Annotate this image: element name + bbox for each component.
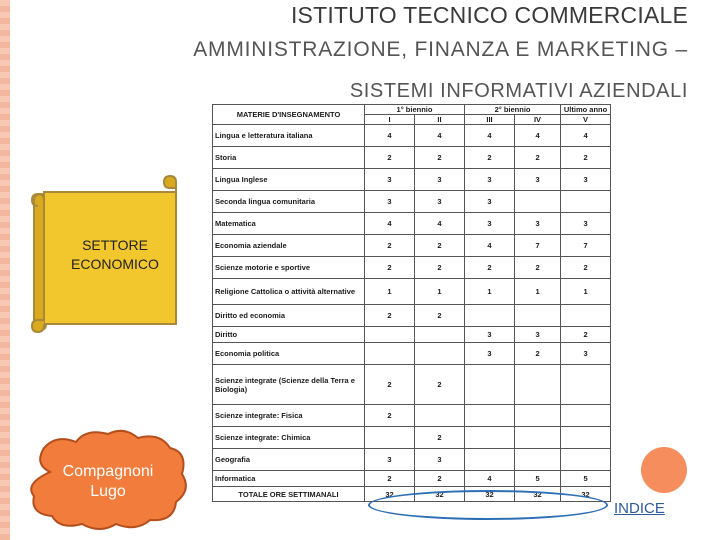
hours-cell xyxy=(365,427,415,449)
hours-cell: 2 xyxy=(465,257,515,279)
hours-cell: 2 xyxy=(365,365,415,405)
table-row xyxy=(213,213,611,235)
hours-cell: 2 xyxy=(365,257,415,279)
header-year: III xyxy=(465,115,515,125)
subject-cell: Informatica xyxy=(213,471,365,487)
hours-cell: 4 xyxy=(515,125,561,147)
hours-cell: 4 xyxy=(415,125,465,147)
hours-cell: 1 xyxy=(415,279,465,305)
hours-cell xyxy=(515,365,561,405)
hours-cell: 2 xyxy=(515,147,561,169)
header-year: IV xyxy=(515,115,561,125)
hours-cell xyxy=(465,427,515,449)
hours-cell: 3 xyxy=(465,327,515,343)
indice-link[interactable]: INDICE xyxy=(614,500,665,517)
decorative-circle xyxy=(641,447,687,493)
hours-cell: 2 xyxy=(415,427,465,449)
hours-cell: 4 xyxy=(365,125,415,147)
table-row xyxy=(213,449,611,471)
hours-cell: 7 xyxy=(561,235,611,257)
subject-cell: Lingua Inglese xyxy=(213,169,365,191)
hours-cell: 4 xyxy=(415,213,465,235)
hours-cell: 3 xyxy=(415,169,465,191)
total-cell: 32 xyxy=(415,487,465,502)
hours-cell: 7 xyxy=(515,235,561,257)
hours-cell xyxy=(561,405,611,427)
table-row xyxy=(213,365,611,405)
cloud-label-line-1: Compagnoni xyxy=(62,463,154,480)
header-year: II xyxy=(415,115,465,125)
hours-cell xyxy=(415,327,465,343)
title-line-2: AMMINISTRAZIONE, FINANZA E MARKETING – xyxy=(193,38,688,61)
hours-cell: 1 xyxy=(365,279,415,305)
hours-cell: 2 xyxy=(561,147,611,169)
hours-cell: 2 xyxy=(415,305,465,327)
table-row xyxy=(213,327,611,343)
subject-cell: Scienze motorie e sportive xyxy=(213,257,365,279)
title-line-1: ISTITUTO TECNICO COMMERCIALE xyxy=(290,2,688,28)
table-row xyxy=(213,343,611,365)
scroll-label-line-1: SETTORE xyxy=(82,237,148,253)
hours-cell: 2 xyxy=(365,405,415,427)
table-row xyxy=(213,125,611,147)
hours-cell: 3 xyxy=(465,343,515,365)
title-line-3: SISTEMI INFORMATIVI AZIENDALI xyxy=(349,80,688,102)
cloud-label-line-2: Lugo xyxy=(90,483,126,500)
hours-cell: 1 xyxy=(465,279,515,305)
subject-cell: Scienze integrate: Fisica xyxy=(213,405,365,427)
subject-cell: Matematica xyxy=(213,213,365,235)
header-group-3: Ultimo anno xyxy=(561,105,611,115)
hours-cell: 4 xyxy=(465,235,515,257)
hours-cell: 2 xyxy=(415,235,465,257)
total-cell: 32 xyxy=(515,487,561,502)
hours-cell xyxy=(515,191,561,213)
highlight-oval xyxy=(368,490,608,520)
scroll-label xyxy=(40,236,190,274)
table-row xyxy=(213,169,611,191)
hours-cell: 1 xyxy=(561,279,611,305)
hours-cell: 2 xyxy=(365,471,415,487)
hours-cell: 3 xyxy=(365,169,415,191)
table-row xyxy=(213,471,611,487)
hours-cell: 3 xyxy=(365,191,415,213)
hours-cell xyxy=(515,305,561,327)
hours-cell: 3 xyxy=(561,169,611,191)
hours-cell: 2 xyxy=(561,257,611,279)
hours-cell xyxy=(515,405,561,427)
table-row xyxy=(213,257,611,279)
hours-cell: 3 xyxy=(465,191,515,213)
hours-cell xyxy=(561,427,611,449)
hours-cell: 2 xyxy=(561,327,611,343)
hours-cell: 2 xyxy=(415,147,465,169)
header-group-1: 1° biennio xyxy=(365,105,465,115)
subject-cell: Economia aziendale xyxy=(213,235,365,257)
hours-cell: 3 xyxy=(561,213,611,235)
hours-cell xyxy=(561,305,611,327)
subject-cell: Storia xyxy=(213,147,365,169)
table-row xyxy=(213,235,611,257)
hours-cell: 2 xyxy=(365,147,415,169)
hours-cell: 1 xyxy=(515,279,561,305)
hours-cell xyxy=(365,343,415,365)
hours-cell xyxy=(561,191,611,213)
hours-cell xyxy=(465,365,515,405)
hours-cell: 2 xyxy=(465,147,515,169)
hours-cell xyxy=(515,449,561,471)
subject-cell: Scienze integrate (Scienze della Terra e Biologia) xyxy=(213,365,365,405)
hours-cell: 2 xyxy=(415,257,465,279)
table-row xyxy=(213,147,611,169)
hours-cell xyxy=(465,449,515,471)
header-subjects: MATERIE D'INSEGNAMENTO xyxy=(213,105,365,125)
hours-cell xyxy=(415,343,465,365)
hours-cell: 4 xyxy=(561,125,611,147)
hours-cell: 3 xyxy=(515,169,561,191)
subject-cell: Economia politica xyxy=(213,343,365,365)
hours-cell: 3 xyxy=(515,327,561,343)
hours-cell: 2 xyxy=(365,235,415,257)
hours-cell xyxy=(365,327,415,343)
hours-cell: 3 xyxy=(515,213,561,235)
hours-cell: 3 xyxy=(415,449,465,471)
total-cell: 32 xyxy=(465,487,515,502)
header-year: V xyxy=(561,115,611,125)
hours-cell: 2 xyxy=(365,305,415,327)
cloud-label xyxy=(28,462,188,502)
hours-cell: 3 xyxy=(415,191,465,213)
hours-cell xyxy=(415,405,465,427)
hours-cell: 5 xyxy=(561,471,611,487)
hours-cell: 4 xyxy=(365,213,415,235)
header-group-2: 2° biennio xyxy=(465,105,561,115)
hours-cell: 3 xyxy=(465,169,515,191)
hours-cell: 3 xyxy=(365,449,415,471)
hours-cell: 2 xyxy=(415,471,465,487)
total-label: TOTALE ORE SETTIMANALI xyxy=(213,487,365,502)
hours-cell: 3 xyxy=(561,343,611,365)
scroll-label-line-2: ECONOMICO xyxy=(71,256,159,272)
subject-cell: Scienze integrate: Chimica xyxy=(213,427,365,449)
hours-cell xyxy=(465,305,515,327)
table-row xyxy=(213,279,611,305)
subject-cell: Seconda lingua comunitaria xyxy=(213,191,365,213)
hours-cell: 2 xyxy=(515,257,561,279)
total-cell: 32 xyxy=(365,487,415,502)
curriculum-table xyxy=(212,104,611,502)
hours-cell: 3 xyxy=(465,213,515,235)
subject-cell: Diritto ed economia xyxy=(213,305,365,327)
hours-cell: 4 xyxy=(465,125,515,147)
hours-cell: 2 xyxy=(515,343,561,365)
hours-cell xyxy=(465,405,515,427)
table-row xyxy=(213,427,611,449)
table-row xyxy=(213,305,611,327)
table-row xyxy=(213,405,611,427)
hours-cell xyxy=(561,449,611,471)
hours-cell: 2 xyxy=(415,365,465,405)
hours-cell xyxy=(515,427,561,449)
subject-cell: Religione Cattolica o attività alternative xyxy=(213,279,365,305)
hours-cell: 5 xyxy=(515,471,561,487)
subject-cell: Diritto xyxy=(213,327,365,343)
subject-cell: Geografia xyxy=(213,449,365,471)
hours-cell xyxy=(561,365,611,405)
total-cell: 32 xyxy=(561,487,611,502)
header-year: I xyxy=(365,115,415,125)
table-row xyxy=(213,191,611,213)
subject-cell: Lingua e letteratura italiana xyxy=(213,125,365,147)
hours-cell: 4 xyxy=(465,471,515,487)
